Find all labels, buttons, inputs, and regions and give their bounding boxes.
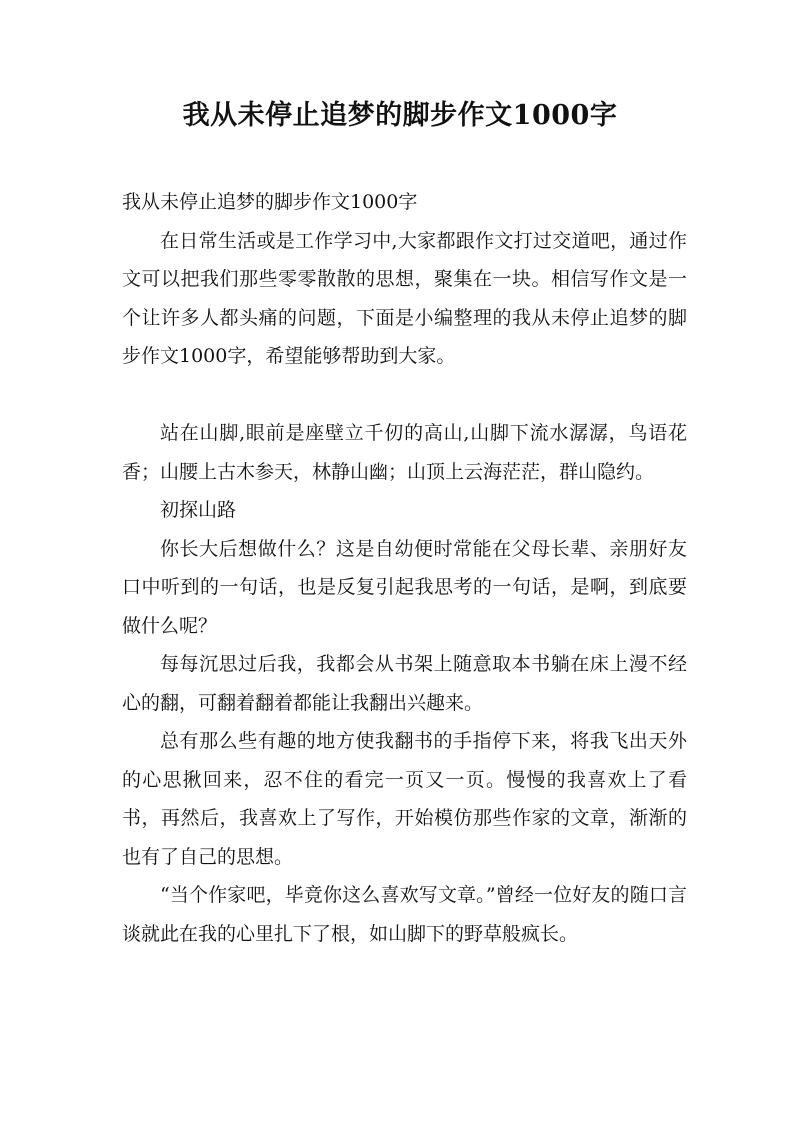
question-paragraph: 你长大后想做什么？这是自幼便时常能在父母长辈、亲朋好友口中听到的一句话，也是反复引起我思考的一句话，是啊，到底要做什么呢？ — [122, 537, 687, 637]
mountain-paragraph: 站在山脚,眼前是座壁立千仞的高山,山脚下流水潺潺，鸟语花香；山腰上古木参天，林静山幽；山顶上云海茫茫，群山隐约。 — [122, 422, 687, 483]
writing-paragraph: 总有那么些有趣的地方使我翻书的手指停下来，将我飞出天外的心思揪回来，忍不住的看完一页又一页。慢慢的我喜欢上了看书，再然后，我喜欢上了写作，开始模仿那些作家的文章，渐渐的也有了自己的思想。 — [122, 730, 687, 868]
reading-paragraph: 每每沉思过后我，我都会从书架上随意取本书躺在床上漫不经心的翻，可翻着翻着都能让我翻出兴趣来。 — [122, 653, 687, 714]
blank-line — [122, 376, 687, 415]
document-body — [122, 183, 687, 953]
document-title: 我从未停止追梦的脚步作文1000字 — [182, 100, 618, 131]
section-heading: 初探山路 — [160, 499, 237, 521]
intro-paragraph: 在日常生活或是工作学习中,大家都跟作文打过交道吧，通过作文可以把我们那些零零散散的思想，聚集在一块。相信写作文是一个让许多人都头痛的问题，下面是小编整理的我从未停止追梦的脚步作文1000字，希望能够帮助到大家。 — [122, 229, 687, 367]
body-heading-line: 我从未停止追梦的脚步作文1000字 — [122, 191, 418, 213]
friend-quote-paragraph: “当个作家吧，毕竟你这么喜欢写文章。”曾经一位好友的随口言谈就此在我的心里扎下了根，如山脚下的野草般疯长。 — [122, 884, 687, 945]
